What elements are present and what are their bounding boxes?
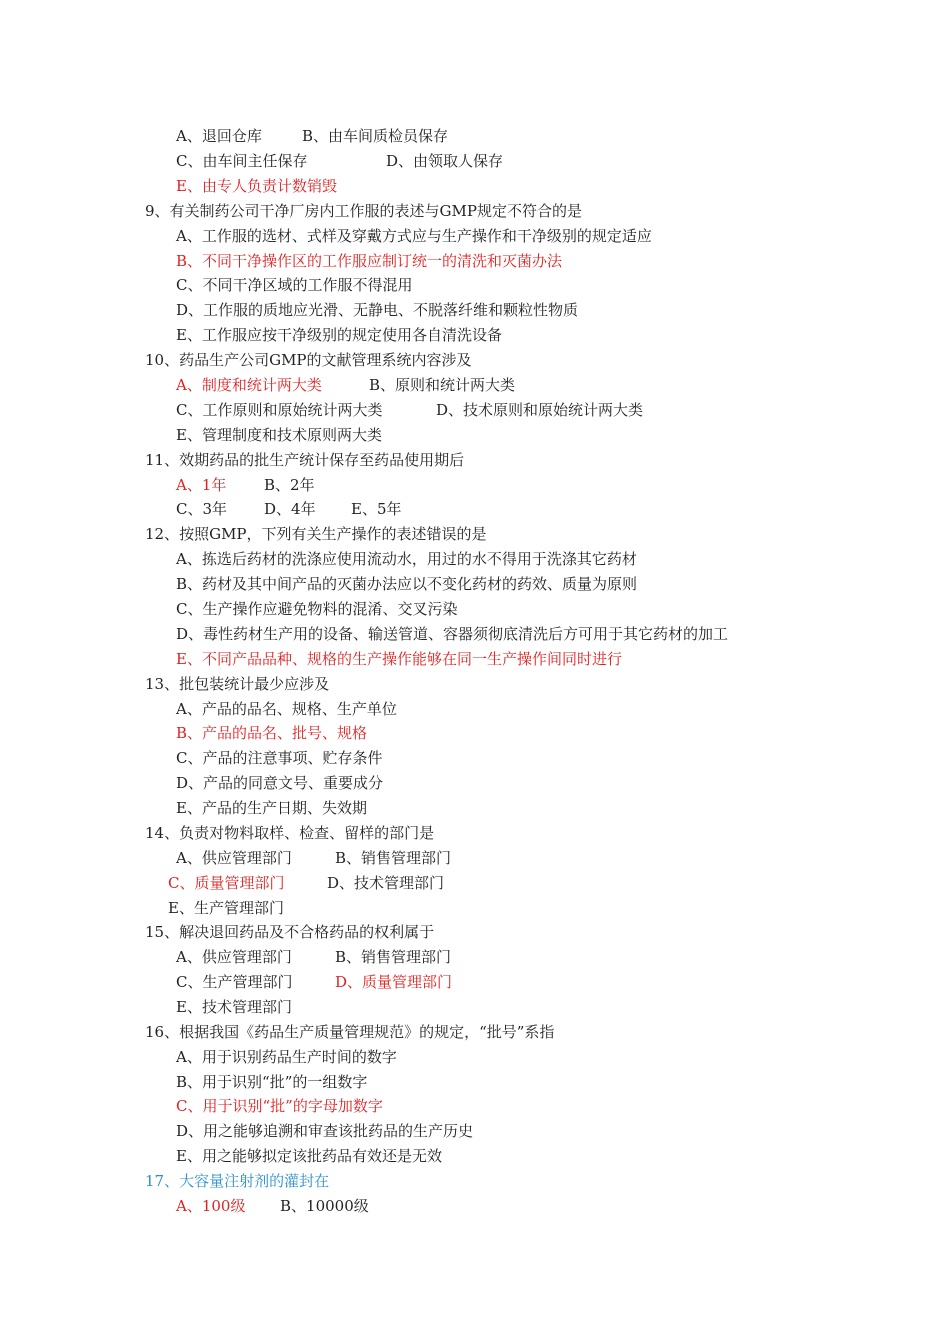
q10-option-d: D、技术原则和原始统计两大类	[436, 401, 644, 419]
q14-options-row2	[168, 871, 868, 896]
q14-option-d: D、技术管理部门	[327, 874, 445, 892]
q12-option-d: D、毒性药材生产用的设备、输送管道、容器须彻底清洗后方可用于其它药材的加工	[176, 625, 729, 643]
q15-stem: 15、解决退回药品及不合格药品的权利属于	[145, 923, 435, 941]
q8-option-b: B、由车间质检员保存	[302, 127, 449, 145]
q13-stem: 13、批包装统计最少应涉及	[145, 675, 330, 693]
q16-option-c-answer: C、用于识别“批”的字母加数字	[176, 1097, 383, 1115]
q14-option-c-answer: C、质量管理部门	[168, 874, 285, 892]
q11-option-b: B、2年	[264, 476, 315, 494]
q11-options-row1	[176, 473, 876, 498]
q16-option-e: E、用之能够拟定该批药品有效还是无效	[176, 1147, 442, 1165]
q11-option-d: D、4年	[264, 500, 316, 518]
q8-options-row1	[176, 124, 876, 149]
q12-option-b: B、药材及其中间产品的灭菌办法应以不变化药材的药效、质量为原则	[176, 575, 638, 593]
q13-option-e: E、产品的生产日期、失效期	[176, 799, 367, 817]
q15-option-c: C、生产管理部门	[176, 973, 293, 991]
q8-option-e-answer: E、由专人负责计数销毁	[176, 177, 337, 195]
q16-stem: 16、根据我国《药品生产质量管理规范》的规定，“批号”系指	[145, 1023, 555, 1041]
q10-stem: 10、药品生产公司GMP的文献管理系统内容涉及	[145, 351, 472, 369]
q15-option-d-answer: D、质量管理部门	[335, 973, 453, 991]
q12-option-a: A、拣选后药材的洗涤应使用流动水，用过的水不得用于洗涤其它药材	[176, 550, 637, 568]
q14-option-a: A、供应管理部门	[176, 849, 292, 867]
q11-options-row2	[176, 497, 876, 522]
q13-option-a: A、产品的品名、规格、生产单位	[176, 700, 397, 718]
q17-stem: 17、大容量注射剂的灌封在	[145, 1172, 330, 1190]
q8-options-row2	[176, 149, 876, 174]
q16-option-b: B、用于识别“批”的一组数字	[176, 1073, 368, 1091]
q16-option-d: D、用之能够追溯和审查该批药品的生产历史	[176, 1122, 474, 1140]
q9-option-e: E、工作服应按干净级别的规定使用各自清洗设备	[176, 326, 502, 344]
q13-option-c: C、产品的注意事项、贮存条件	[176, 749, 383, 767]
q10-options-row2	[176, 398, 876, 423]
q12-stem: 12、按照GMP，下列有关生产操作的表述错误的是	[145, 525, 487, 543]
q12-option-c: C、生产操作应避免物料的混淆、交叉污染	[176, 600, 458, 618]
q13-option-b-answer: B、产品的品名、批号、规格	[176, 724, 368, 742]
q17-option-b: B、10000级	[280, 1197, 369, 1215]
q17-option-a-answer: A、100级	[176, 1197, 246, 1215]
q8-option-c: C、由车间主任保存	[176, 152, 308, 170]
q10-option-a-answer: A、制度和统计两大类	[176, 376, 322, 394]
q9-option-a: A、工作服的选材、式样及穿戴方式应与生产操作和干净级别的规定适应	[176, 227, 652, 245]
q9-option-b-answer: B、不同干净操作区的工作服应制订统一的清洗和灭菌办法	[176, 252, 563, 270]
q9-option-c: C、不同干净区域的工作服不得混用	[176, 276, 413, 294]
q14-option-b: B、销售管理部门	[335, 849, 452, 867]
q11-option-a-answer: A、1年	[176, 476, 227, 494]
q10-option-b: B、原则和统计两大类	[369, 376, 516, 394]
q9-stem: 9、有关制药公司干净厂房内工作服的表述与GMP规定不符合的是	[145, 202, 582, 220]
q12-option-e-answer: E、不同产品品种、规格的生产操作能够在同一生产操作间同时进行	[176, 650, 622, 668]
q15-option-e: E、技术管理部门	[176, 998, 292, 1016]
q14-stem: 14、负责对物料取样、检查、留样的部门是	[145, 824, 435, 842]
q10-option-e: E、管理制度和技术原则两大类	[176, 426, 382, 444]
q13-option-d: D、产品的同意文号、重要成分	[176, 774, 384, 792]
q11-stem: 11、效期药品的批生产统计保存至药品使用期后	[145, 451, 465, 469]
q10-option-c: C、工作原则和原始统计两大类	[176, 401, 383, 419]
q9-option-d: D、工作服的质地应光滑、无静电、不脱落纤维和颗粒性物质	[176, 301, 579, 319]
q14-options-row1	[176, 846, 876, 871]
q11-option-c: C、3年	[176, 500, 228, 518]
q8-option-a: A、退回仓库	[176, 127, 262, 145]
q11-option-e: E、5年	[351, 500, 402, 518]
q14-option-e: E、生产管理部门	[168, 899, 284, 917]
q17-options-row1	[176, 1194, 876, 1219]
q15-option-b: B、销售管理部门	[335, 948, 452, 966]
q8-option-d: D、由领取人保存	[386, 152, 504, 170]
q15-option-a: A、供应管理部门	[176, 948, 292, 966]
q15-options-row2	[176, 970, 876, 995]
q10-options-row1	[176, 373, 876, 398]
q15-options-row1	[176, 945, 876, 970]
q16-option-a: A、用于识别药品生产时间的数字	[176, 1048, 397, 1066]
